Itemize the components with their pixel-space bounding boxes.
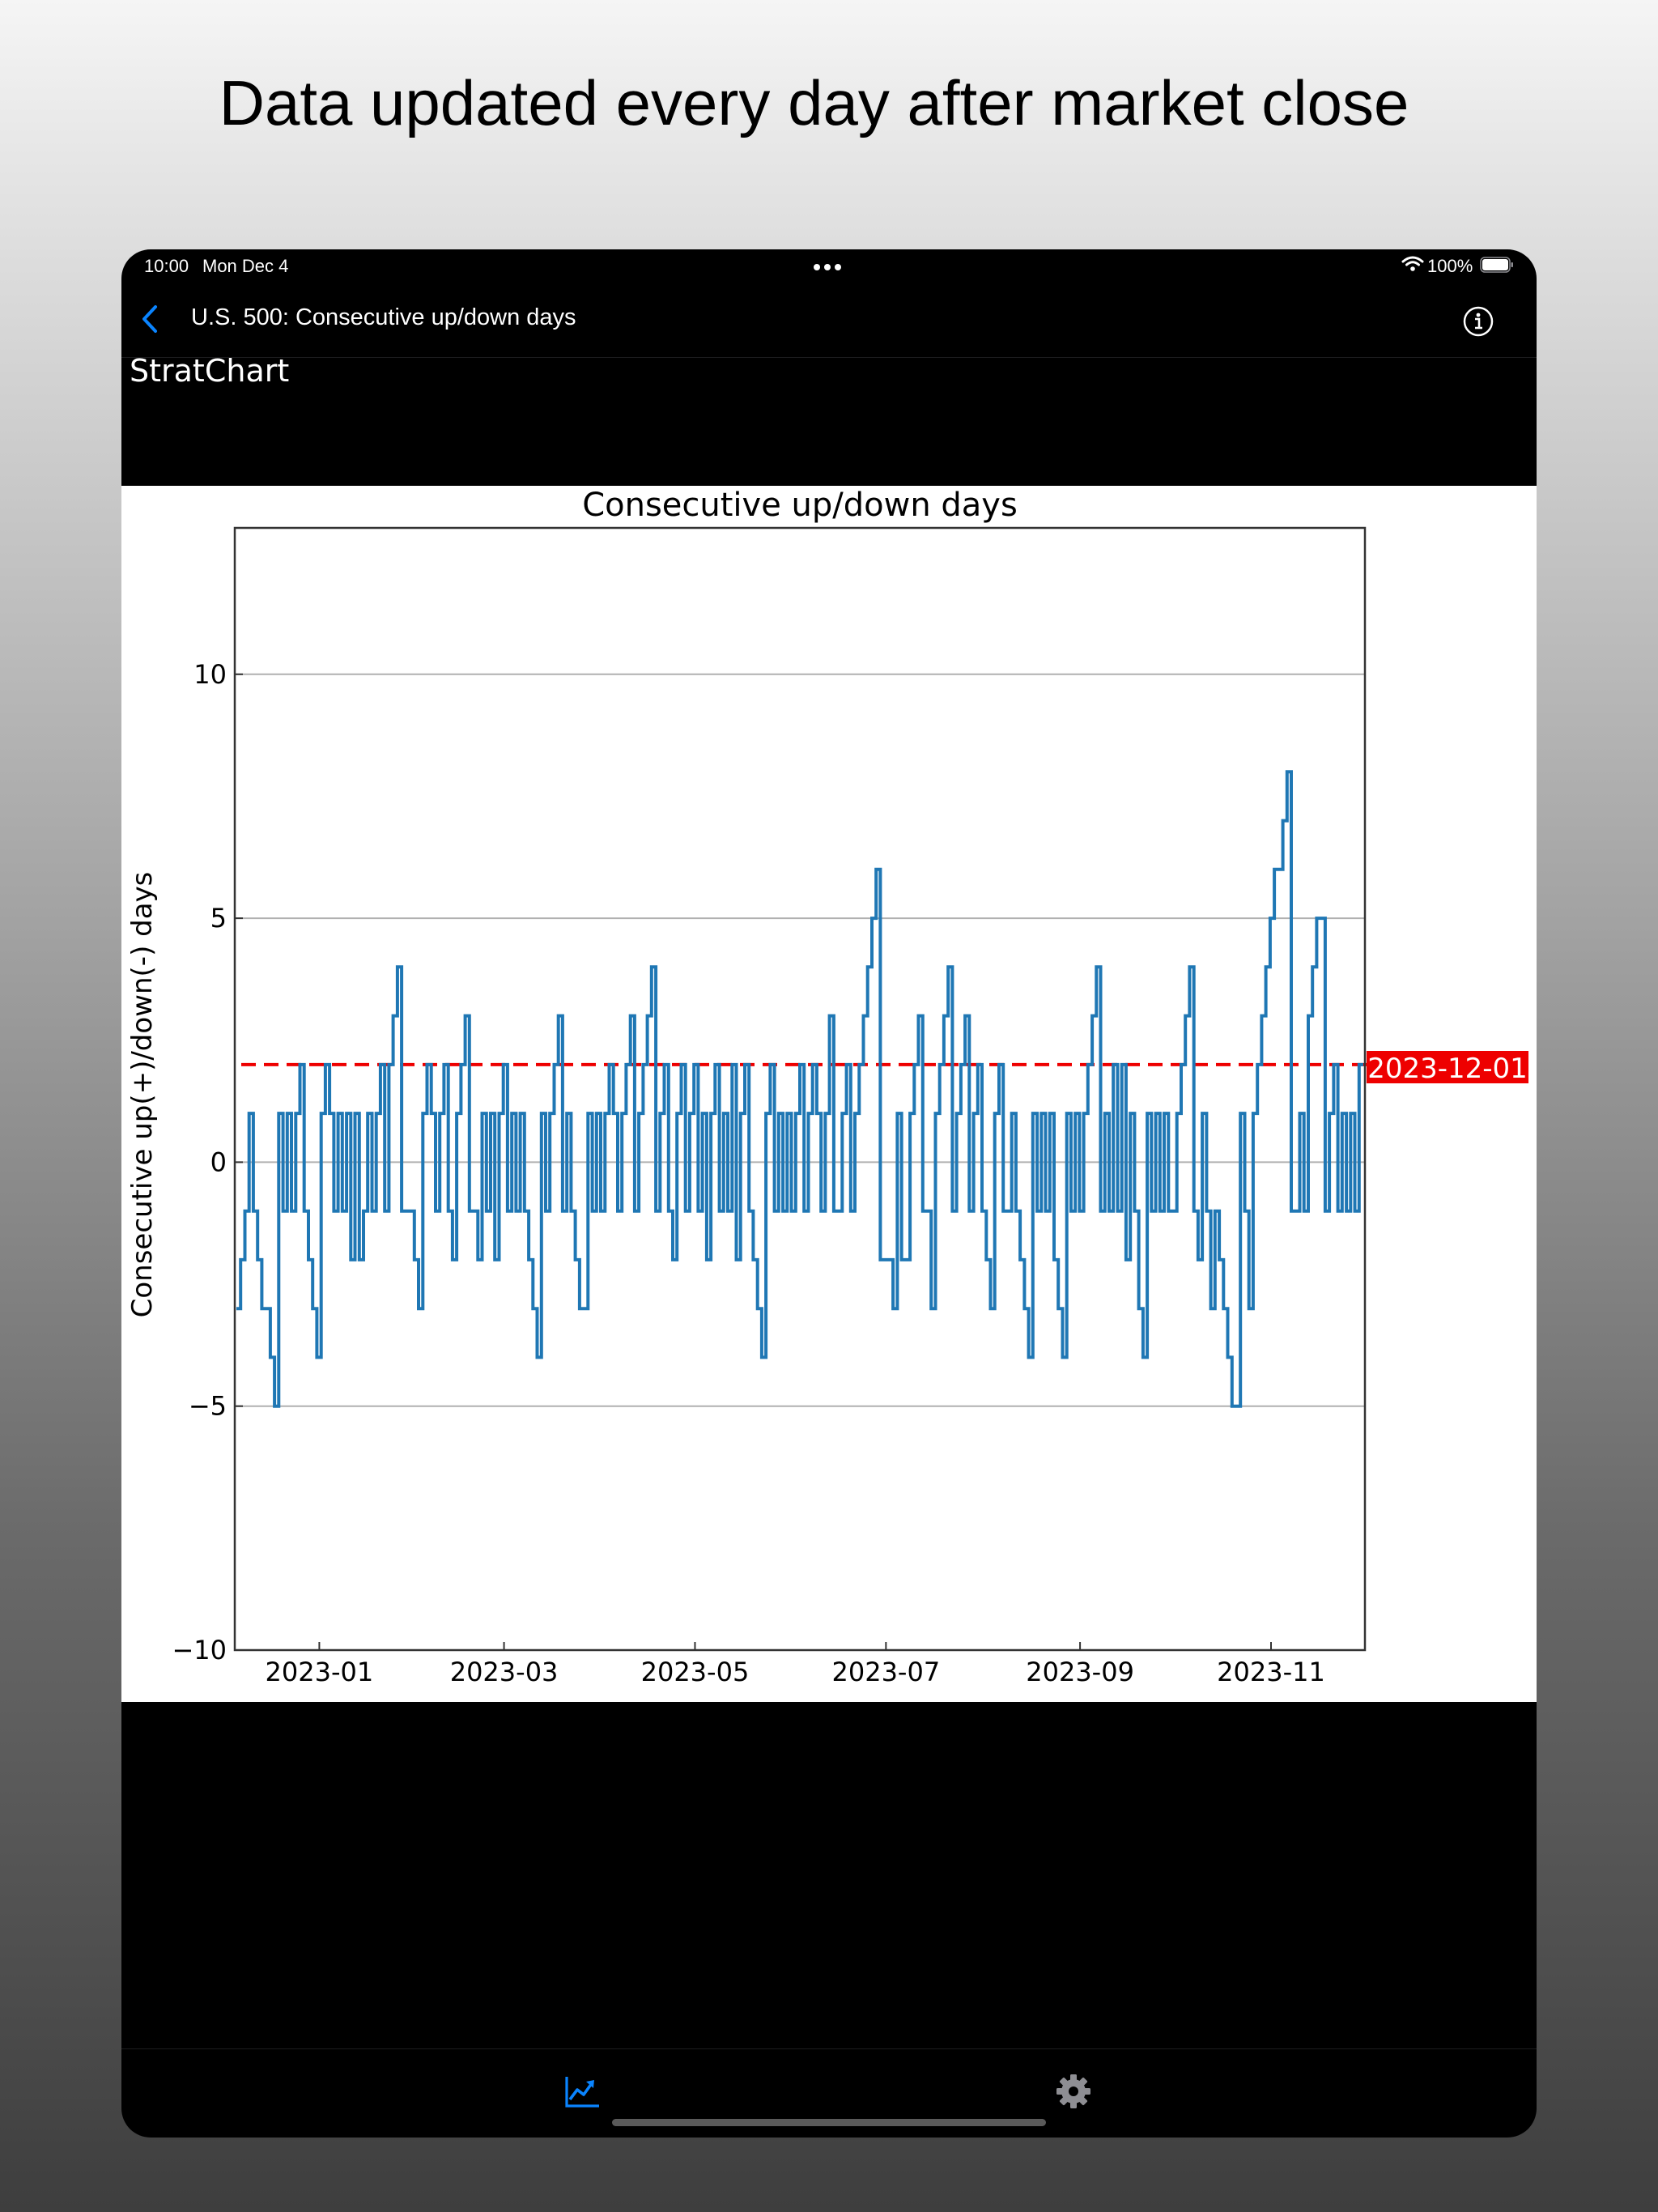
app-brand-name: StratChart <box>130 353 290 389</box>
marketing-headline: Data updated every day after market close <box>219 67 1409 138</box>
battery-percentage: 100% <box>1427 256 1473 276</box>
x-tick-label: 2023-05 <box>640 1657 750 1687</box>
y-tick-label: −10 <box>172 1635 227 1665</box>
x-tick-label: 2023-03 <box>449 1657 559 1687</box>
status-time: 10:00 <box>144 256 189 276</box>
back-chevron-icon[interactable] <box>133 303 165 335</box>
ipad-device-frame <box>121 249 1537 2138</box>
info-icon[interactable] <box>1462 305 1494 338</box>
nav-title: U.S. 500: Consecutive up/down days <box>191 304 576 330</box>
y-tick-label: 0 <box>210 1146 227 1178</box>
chart-panel <box>121 486 1537 1702</box>
status-bar <box>121 249 1537 279</box>
wifi-icon <box>1401 256 1424 272</box>
x-tick-label: 2023-09 <box>1026 1657 1134 1687</box>
chart-line-icon[interactable] <box>563 2074 602 2109</box>
consecutive-days-chart <box>121 486 1537 1702</box>
home-indicator[interactable] <box>612 2119 1046 2126</box>
reference-line-label: 2023-12-01 <box>1367 1053 1528 1085</box>
y-tick-label: −5 <box>188 1390 227 1422</box>
x-tick-label: 2023-01 <box>265 1657 374 1687</box>
chart-title: Consecutive up/down days <box>582 487 1018 524</box>
series-line <box>236 772 1363 1406</box>
y-axis-label: Consecutive up(+)/down(-) days <box>126 871 159 1318</box>
x-tick-label: 2023-11 <box>1217 1657 1325 1687</box>
navigation-bar <box>121 279 1537 358</box>
multitasking-dots-icon[interactable] <box>814 264 841 270</box>
status-date: Mon Dec 4 <box>202 256 289 276</box>
y-tick-label: 5 <box>210 903 227 934</box>
x-tick-label: 2023-07 <box>831 1657 941 1687</box>
y-tick-label: 10 <box>193 658 227 690</box>
battery-icon <box>1480 257 1514 273</box>
gear-icon[interactable] <box>1056 2074 1091 2109</box>
